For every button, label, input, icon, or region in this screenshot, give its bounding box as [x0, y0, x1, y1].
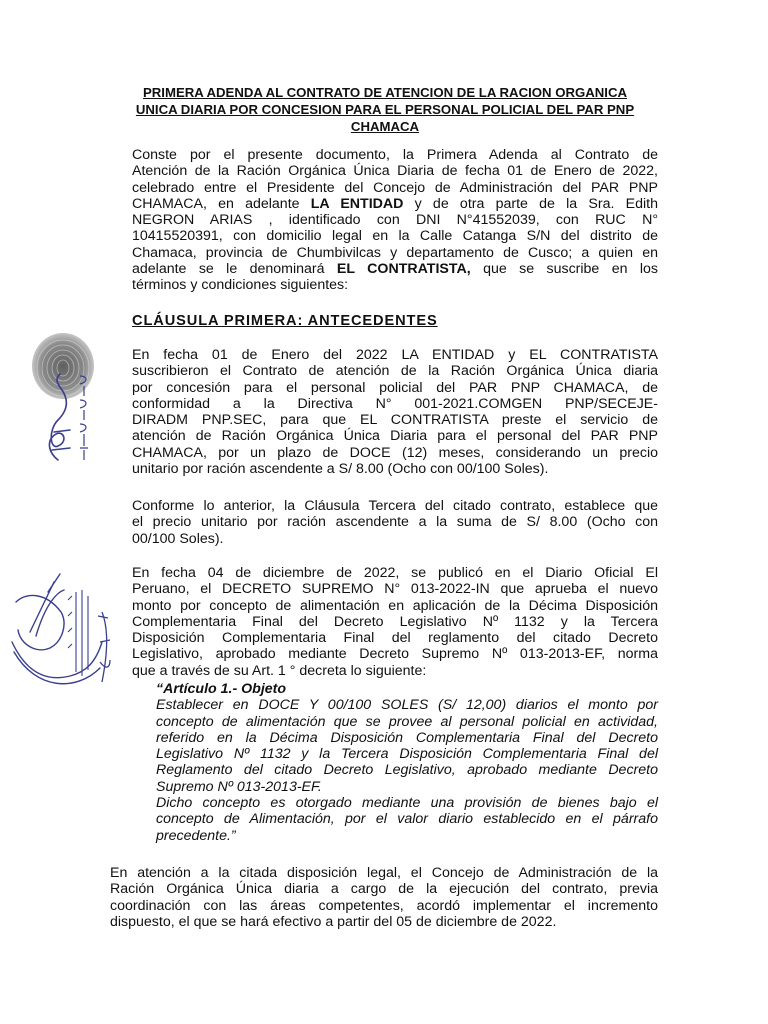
- quote-line: precedente.”: [156, 827, 236, 844]
- paragraph-line: DIRADM PNP.SEC, para que EL CONTRATISTA preste el servicio de: [132, 412, 658, 429]
- la-entidad-bold: LA ENTIDAD: [310, 195, 404, 212]
- paragraph-line: conformidad a la Directiva N° 001-2021.COMGEN PNP/SECEJE-: [132, 395, 658, 412]
- intro-line: términos y condiciones siguientes:: [132, 277, 349, 294]
- title-line-2: UNICA DIARIA POR CONCESION PARA EL PERSONAL POLICIAL DEL PAR PNP: [135, 102, 635, 117]
- intro-line: 10415520391, con domicilio legal en la Calle Catanga S/N del distrito de: [132, 228, 658, 245]
- quote-line: concepto de Alimentación, por el valor diario establecido en el párrafo: [156, 811, 658, 828]
- paragraph-line: CHAMACA, por un plazo de DOCE (12) meses, considerando un precio: [132, 444, 658, 461]
- final-paragraph: [110, 865, 658, 930]
- article-quote: [156, 681, 658, 844]
- paragraph-line: 00/100 Soles).: [132, 530, 224, 547]
- paragraph-line: suscribieron el Contrato de atención de la Ración Orgánica Única diaria: [132, 363, 658, 380]
- paragraph-line: monto por concepto de alimentación en aplicación de la Décima Disposición: [132, 597, 658, 614]
- antecedentes-paragraph-3: [132, 565, 658, 679]
- paragraph-line: el precio unitario por ración ascendente a la suma de S/ 8.00 (Ocho con: [132, 514, 658, 531]
- paragraph-line: En fecha 04 de diciembre de 2022, se publicó en el Diario Oficial El: [132, 565, 658, 581]
- paragraph-line: Disposición Complementaria Final del reglamento del citado Decreto: [132, 630, 658, 647]
- signature-mark-1: [40, 360, 100, 470]
- intro-line: NEGRON ARIAS , identificado con DNI N°41552039, con RUC N°: [132, 212, 658, 229]
- paragraph-line: Ración Orgánica Única diaria a cargo de la ejecución del contrato, previa: [110, 881, 658, 898]
- title-line-1: PRIMERA ADENDA AL CONTRATO DE ATENCION DE LA RACION ORGANICA: [142, 85, 628, 100]
- intro-line: Atención de la Ración Orgánica Única Diaria de fecha 01 de Enero de 2022,: [132, 163, 658, 180]
- quote-line: Dicho concepto es otorgado mediante una provisión de bienes bajo el: [156, 795, 658, 812]
- paragraph-line: coordinación con las áreas competentes, acordó implementar el incremento: [110, 897, 658, 914]
- clause-heading: CLÁUSULA PRIMERA: ANTECEDENTES: [132, 313, 438, 329]
- paragraph-line: Complementaria Final del Decreto Legislativo Nº 1132 y la Tercera: [132, 613, 658, 630]
- intro-line: Chamaca, provincia de Chumbivilcas y departamento de Cusco; a quien en: [132, 244, 658, 261]
- quote-title: “Artículo 1.- Objeto: [156, 681, 287, 697]
- paragraph-line: Peruano, el DECRETO SUPREMO N° 013-2022-IN que aprueba el nuevo: [132, 581, 658, 598]
- official-stamp-icon: [6, 572, 116, 697]
- paragraph-line: dispuesto, el que se hará efectivo a partir del 05 de diciembre de 2022.: [110, 913, 557, 930]
- paragraph-line: atención de Ración Orgánica Única Diaria para el personal del PAR PNP: [132, 428, 658, 445]
- quote-line: Supremo Nº 013-2013-EF.: [156, 778, 322, 795]
- paragraph-line: Legislativo, aprobado mediante Decreto Supremo Nº 013-2013-EF, norma: [132, 646, 658, 663]
- antecedentes-paragraph-2: [132, 498, 658, 547]
- el-contratista-bold: EL CONTRATISTA,: [336, 261, 471, 278]
- quote-line: referido en la Décima Disposición Complementaria Final del Decreto: [156, 729, 658, 746]
- intro-line: adelante se le denominará EL CONTRATISTA, que se suscribe en los: [132, 261, 658, 278]
- quote-line: Reglamento del citado Decreto Legislativo, aprobado mediante Decreto: [156, 762, 658, 779]
- antecedentes-paragraph-1: [132, 347, 658, 477]
- intro-line: CHAMACA, en adelante LA ENTIDAD y de otra parte de la Sra. Edith: [132, 195, 658, 212]
- quote-line: Establecer en DOCE Y 00/100 SOLES (S/ 12,00) diarios el monto por: [156, 697, 658, 714]
- quote-line: Legislativo Nº 1132 y la Tercera Disposición Complementaria Final del: [156, 746, 658, 763]
- paragraph-line: Conforme lo anterior, la Cláusula Tercera del citado contrato, establece que: [132, 498, 658, 514]
- intro-paragraph: [132, 147, 658, 294]
- title-line-3: CHAMACA: [350, 119, 420, 134]
- intro-line: Conste por el presente documento, la Primera Adenda al Contrato de: [132, 147, 658, 163]
- paragraph-line: En atención a la citada disposición legal, el Concejo de Administración de la: [110, 865, 658, 881]
- paragraph-line: unitario por ración ascendente a S/ 8.00 (Ocho con 00/100 Soles).: [132, 461, 549, 478]
- paragraph-line: En fecha 01 de Enero del 2022 LA ENTIDAD y EL CONTRATISTA: [132, 347, 658, 363]
- document-title: [108, 84, 662, 135]
- paragraph-line: que a través de su Art. 1 ° decreta lo siguiente:: [132, 662, 427, 679]
- intro-line: celebrado entre el Presidente del Concejo de Administración del PAR PNP: [132, 179, 658, 196]
- paragraph-line: por concesión para el personal policial del PAR PNP CHAMACA, de: [132, 379, 658, 396]
- quote-line: concepto de alimentación que se provee al personal policial en actividad,: [156, 713, 658, 730]
